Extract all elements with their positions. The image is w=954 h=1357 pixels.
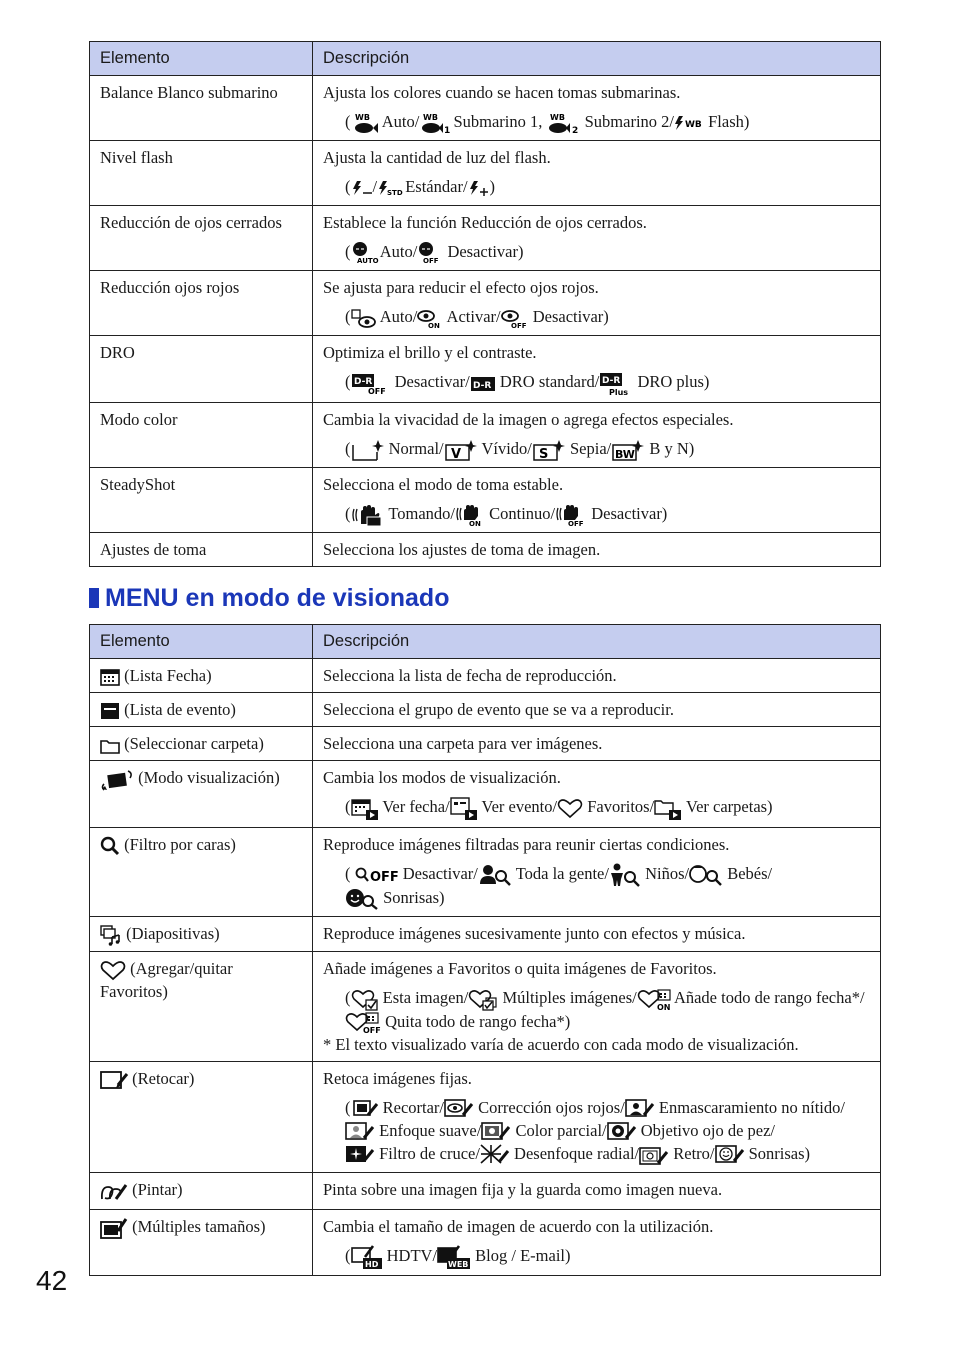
option-label: Normal/ xyxy=(388,438,444,458)
row-element xyxy=(90,917,313,952)
row-element-label: (Pintar) xyxy=(132,1180,183,1200)
option-label: Activar/ xyxy=(446,307,501,327)
folder-icon xyxy=(100,738,120,754)
row-description xyxy=(313,76,881,141)
favorite-remove-all-icon xyxy=(345,1012,381,1034)
svg-text:OFF: OFF xyxy=(363,1025,381,1035)
svg-text:WB: WB xyxy=(354,113,370,123)
table-row xyxy=(90,827,881,916)
column-header-descripcion: Descripción xyxy=(313,625,881,659)
options-line: ( HD HDTV/ WEB Blog / E-mail) xyxy=(345,1245,571,1269)
option-label: Filtro de cruce/ xyxy=(379,1144,480,1164)
dro-off-icon xyxy=(351,373,391,395)
description-text: Ajusta los colores cuando se hacen tomas submarinas. xyxy=(323,83,681,102)
section-title xyxy=(89,582,449,614)
option-label: HDTV/ xyxy=(386,1245,438,1265)
svg-text:WB: WB xyxy=(423,113,439,123)
row-element xyxy=(90,827,313,916)
table-row xyxy=(90,402,881,467)
table-row xyxy=(90,271,881,336)
steadyshot-off-icon xyxy=(555,504,587,529)
option-label: Vívido/ xyxy=(481,438,532,458)
steadyshot-shooting-icon xyxy=(351,504,385,526)
wb-auto-icon xyxy=(351,112,379,134)
option-label: Submarino 1, xyxy=(453,112,543,131)
soft-focus-icon xyxy=(345,1121,375,1143)
cross-filter-icon xyxy=(345,1144,375,1166)
option-label: Auto/ xyxy=(379,307,418,327)
option-label: Sepia/ xyxy=(570,438,612,458)
row-element-label: (Retocar) xyxy=(132,1068,195,1088)
options-line: ( AUTO Auto/ OFF Desactivar) xyxy=(345,242,524,266)
option-label: Estándar/ xyxy=(405,177,468,197)
svg-text:STD: STD xyxy=(387,189,403,198)
option-label: Desactivar) xyxy=(532,307,609,327)
footnote: * El texto visualizado varía de acuerdo con cada modo de visualización. xyxy=(323,1034,799,1054)
row-element: Ajustes de toma xyxy=(90,533,313,567)
table-row xyxy=(90,917,881,952)
row-element-label: (Múltiples tamaños) xyxy=(132,1216,266,1236)
row-description: Selecciona los ajustes de toma de imagen. xyxy=(313,533,881,567)
option-label: Favoritos/ xyxy=(587,797,655,817)
option-label: DRO standard/ xyxy=(499,372,600,392)
row-description xyxy=(313,206,881,271)
option-label: Auto/ xyxy=(379,242,418,262)
trimming-icon xyxy=(351,1098,379,1120)
favorite-multiple-icon xyxy=(468,989,498,1011)
svg-text:HD: HD xyxy=(364,1259,378,1269)
svg-text:BW: BW xyxy=(615,447,636,461)
table-row xyxy=(90,952,881,1061)
option-label: Ver evento/ xyxy=(481,797,558,817)
row-description: Reproduce imágenes sucesivamente junto con efectos y música. xyxy=(313,917,881,952)
partial-color-icon xyxy=(481,1121,511,1143)
svg-text:ON: ON xyxy=(469,520,481,529)
table-row xyxy=(90,206,881,271)
option-label: Retro/ xyxy=(673,1144,715,1164)
description-text: Establece la función Reducción de ojos cerrados. xyxy=(323,213,647,233)
row-element xyxy=(90,659,313,693)
row-element-label: (Seleccionar carpeta) xyxy=(124,734,264,754)
event-list-icon xyxy=(100,702,120,720)
row-element xyxy=(90,1173,313,1209)
view-mode-icon xyxy=(100,768,134,792)
view-folder-icon xyxy=(654,798,682,820)
row-description xyxy=(313,761,881,827)
option-label: Blog / E-mail) xyxy=(475,1245,571,1265)
section-title-text: MENU en modo de visionado xyxy=(105,584,450,612)
options-line: ( Recortar/ Corrección ojos rojos/ Enmascaramiento no nítido/ Enfoque suave/ Color parcial/ Objetivo ojo de pez/ Filtro de cruce/ Desenfoque radial/ Retro/ Sonrisas) xyxy=(323,1097,870,1167)
red-eye-off-icon xyxy=(501,309,529,329)
option-label: Niños/ xyxy=(645,863,690,883)
option-label: Objetivo ojo de pez/ xyxy=(640,1120,776,1140)
row-description xyxy=(313,467,881,532)
table-row xyxy=(90,693,881,727)
options-line: ( Ver fecha/ Ver evento/ Favoritos/ Ver carpetas) xyxy=(323,796,870,820)
row-element xyxy=(90,1061,313,1173)
settings-table-shooting xyxy=(89,41,881,567)
table-row xyxy=(90,336,881,402)
children-icon xyxy=(609,863,641,887)
description-text: Optimiza el brillo y el contraste. xyxy=(323,343,537,363)
option-label: Desenfoque radial/ xyxy=(514,1144,640,1164)
favorite-add-all-icon xyxy=(637,989,671,1011)
option-label: Esta imagen/ xyxy=(382,988,469,1008)
options-line: ( Normal/ V Vívido/ S Sepia/ BW B y N) xyxy=(345,438,695,462)
row-element: DRO xyxy=(90,336,313,402)
option-label: Desactivar) xyxy=(447,242,524,262)
color-vivid-icon xyxy=(444,439,478,461)
row-element: Balance Blanco submarino xyxy=(90,76,313,141)
row-element: Modo color xyxy=(90,402,313,467)
options-line: ( Tomando/ ON Continuo/ OFF Desactivar) xyxy=(345,503,668,529)
option-label: Continuo/ xyxy=(489,503,556,523)
column-header-elemento: Elemento xyxy=(90,42,313,76)
option-label: Ver carpetas) xyxy=(685,797,773,817)
row-description: Selecciona la lista de fecha de reproducción. xyxy=(313,659,881,693)
heart-icon xyxy=(557,799,583,819)
description-text: Cambia los modos de visualización. xyxy=(323,768,561,788)
description-text: Cambia la vivacidad de la imagen o agrega efectos especiales. xyxy=(323,409,734,429)
paint-icon xyxy=(100,1181,128,1203)
color-bw-icon xyxy=(611,439,645,461)
options-line: ( D-R OFF Desactivar/ D-R DRO standard/ D-R Plus DRO plus) xyxy=(345,372,710,397)
svg-text:S: S xyxy=(538,446,549,462)
row-description xyxy=(313,952,881,1061)
option-label: Ver fecha/ xyxy=(382,797,450,817)
view-event-icon xyxy=(450,797,478,821)
row-description xyxy=(313,336,881,402)
option-label: Múltiples imágenes/ xyxy=(502,988,637,1008)
option-label: Recortar/ xyxy=(382,1097,445,1117)
option-label: Sonrisas) xyxy=(748,1144,811,1164)
row-element xyxy=(90,1209,313,1275)
favorite-this-image-icon xyxy=(351,989,379,1011)
row-element-label: (Filtro por caras) xyxy=(124,834,236,854)
hdtv-resize-icon xyxy=(351,1245,383,1269)
slideshow-icon xyxy=(100,925,122,945)
svg-text:D-R: D-R xyxy=(602,375,621,386)
dro-standard-icon xyxy=(470,376,496,392)
svg-text:1: 1 xyxy=(444,126,451,137)
table-row xyxy=(90,1173,881,1209)
wb-underwater-1-icon xyxy=(419,112,451,137)
table-row xyxy=(90,467,881,532)
options-line: ( Esta imagen/ Múltiples imágenes/ ON Añade todo de rango fecha*/ OFF Quita todo de rango fecha*) xyxy=(345,988,865,1035)
option-label: Tomando/ xyxy=(388,503,455,523)
resize-icon xyxy=(100,1217,128,1239)
options-line: ( OFF Desactivar/ Toda la gente/ Niños/ Bebés/ Sonrisas) xyxy=(323,863,870,910)
blink-auto-icon xyxy=(351,242,377,264)
row-element-label: (Lista de evento) xyxy=(124,700,236,720)
option-label: B y N) xyxy=(649,438,695,458)
red-eye-on-icon xyxy=(417,309,443,329)
flash-standard-icon xyxy=(377,180,401,196)
svg-text:ON: ON xyxy=(428,321,441,330)
dro-plus-icon xyxy=(599,372,633,396)
row-element-label: (Lista Fecha) xyxy=(124,666,212,685)
fisheye-icon xyxy=(607,1121,637,1143)
calendar-icon xyxy=(100,668,120,686)
svg-text:ON: ON xyxy=(656,1002,671,1012)
table-row xyxy=(90,659,881,693)
option-label: Enmascaramiento no nítido/ xyxy=(658,1097,845,1117)
svg-text:2: 2 xyxy=(572,126,579,137)
wb-underwater-2-icon xyxy=(546,112,580,137)
description-text: Se ajusta para reducir el efecto ojos rojos. xyxy=(323,278,599,298)
page-number: 42 xyxy=(36,1265,68,1296)
option-label: Desactivar/ xyxy=(394,372,470,392)
table-row xyxy=(90,761,881,827)
row-element-label: (Agregar/quitar Favoritos) xyxy=(100,959,233,1001)
row-element xyxy=(90,761,313,827)
row-element: Nivel flash xyxy=(90,141,313,206)
column-header-descripcion: Descripción xyxy=(313,42,881,76)
row-description xyxy=(313,827,881,916)
svg-text:D-R: D-R xyxy=(472,380,492,391)
svg-text:WB: WB xyxy=(684,120,702,131)
retouch-icon xyxy=(100,1069,128,1091)
option-label: Enfoque suave/ xyxy=(379,1120,482,1140)
option-label: Añade todo de rango fecha*/ xyxy=(673,988,865,1008)
svg-text:OFF: OFF xyxy=(367,386,386,396)
option-label: Submarino 2/ xyxy=(584,112,674,131)
row-element-label: (Diapositivas) xyxy=(126,924,220,944)
description-text: Selecciona el modo de toma estable. xyxy=(323,474,564,494)
table-row xyxy=(90,727,881,761)
row-description xyxy=(313,402,881,467)
color-sepia-icon xyxy=(532,439,566,461)
option-label: Corrección ojos rojos/ xyxy=(478,1097,625,1117)
svg-text:WB: WB xyxy=(550,113,566,123)
radial-blur-icon xyxy=(480,1144,510,1166)
row-description: Selecciona el grupo de evento que se va a reproducir. xyxy=(313,693,881,727)
description-text: Reproduce imágenes filtradas para reunir ciertas condiciones. xyxy=(323,834,730,854)
flash-minus-icon xyxy=(351,180,373,196)
row-description: Pinta sobre una imagen fija y la guarda como imagen nueva. xyxy=(313,1173,881,1209)
table-row xyxy=(90,1061,881,1173)
option-label: Flash) xyxy=(708,112,750,131)
row-element-label: (Modo visualización) xyxy=(138,768,280,788)
face-filter-off-icon xyxy=(355,866,399,884)
retro-icon xyxy=(639,1144,669,1166)
row-element xyxy=(90,693,313,727)
option-label: Bebés/ xyxy=(727,863,773,883)
option-label: Sonrisas) xyxy=(383,887,445,907)
svg-text:OFF: OFF xyxy=(369,869,399,885)
option-label: Quita todo de rango fecha*) xyxy=(385,1011,571,1031)
row-description xyxy=(313,141,881,206)
row-description xyxy=(313,1209,881,1275)
svg-text:OFF: OFF xyxy=(568,520,584,529)
option-label: Color parcial/ xyxy=(515,1120,607,1140)
options-line: ( / STD Estándar/ ) xyxy=(345,177,496,198)
red-eye-correction-icon xyxy=(444,1098,474,1120)
color-normal-icon xyxy=(351,439,385,461)
svg-text:OFF: OFF xyxy=(423,257,439,266)
red-eye-auto-icon xyxy=(351,309,377,329)
table-row xyxy=(90,533,881,567)
svg-text:WEB: WEB xyxy=(448,1259,469,1269)
svg-text:V: V xyxy=(450,446,461,462)
row-description: Selecciona una carpeta para ver imágenes. xyxy=(313,727,881,761)
wb-flash-icon xyxy=(674,115,704,131)
options-line: ( WB Auto/ WB 1 Submarino 1, WB 2 Submarino 2/ WB Flash) xyxy=(345,112,750,137)
description-text: Cambia el tamaño de imagen de acuerdo con la utilización. xyxy=(323,1216,714,1236)
option-label: Desactivar) xyxy=(591,503,668,523)
options-line: ( Auto/ ON Activar/ OFF Desactivar) xyxy=(345,307,609,330)
column-header-elemento: Elemento xyxy=(90,625,313,659)
svg-text:Plus: Plus xyxy=(609,387,629,397)
row-description xyxy=(313,1061,881,1173)
table-row xyxy=(90,1209,881,1275)
row-element: SteadyShot xyxy=(90,467,313,532)
option-label: Desactivar/ xyxy=(402,863,478,883)
row-description xyxy=(313,271,881,336)
table-row xyxy=(90,141,881,206)
option-label: Auto/ xyxy=(381,112,420,131)
description-text: Ajusta la cantidad de luz del flash. xyxy=(323,148,551,168)
view-date-icon xyxy=(351,798,379,820)
settings-table-viewing xyxy=(89,624,881,1276)
section-marker xyxy=(89,588,99,608)
svg-text:D-R: D-R xyxy=(353,376,372,387)
babies-icon xyxy=(689,864,723,886)
svg-text:OFF: OFF xyxy=(510,321,527,330)
option-label: DRO plus) xyxy=(637,372,710,392)
smile-retouch-icon xyxy=(715,1144,745,1166)
description-text: Añade imágenes a Favoritos o quita imágenes de Favoritos. xyxy=(323,959,717,979)
table-row xyxy=(90,76,881,141)
table-header xyxy=(90,42,881,76)
description-text: Retoca imágenes fijas. xyxy=(323,1068,472,1088)
table-header xyxy=(90,625,881,659)
magnifier-icon xyxy=(100,836,120,856)
row-element xyxy=(90,952,313,1061)
row-element: Reducción ojos rojos xyxy=(90,271,313,336)
heart-icon xyxy=(100,961,126,981)
smiles-filter-icon xyxy=(345,888,379,910)
option-label: Toda la gente/ xyxy=(515,863,609,883)
web-resize-icon xyxy=(437,1245,471,1269)
steadyshot-continuous-icon xyxy=(455,504,485,529)
blink-off-icon xyxy=(417,242,443,264)
svg-text:AUTO: AUTO xyxy=(356,257,379,266)
row-element xyxy=(90,727,313,761)
all-people-icon xyxy=(478,864,512,886)
unsharp-mask-icon xyxy=(625,1098,655,1120)
flash-plus-icon xyxy=(468,180,490,196)
row-element: Reducción de ojos cerrados xyxy=(90,206,313,271)
